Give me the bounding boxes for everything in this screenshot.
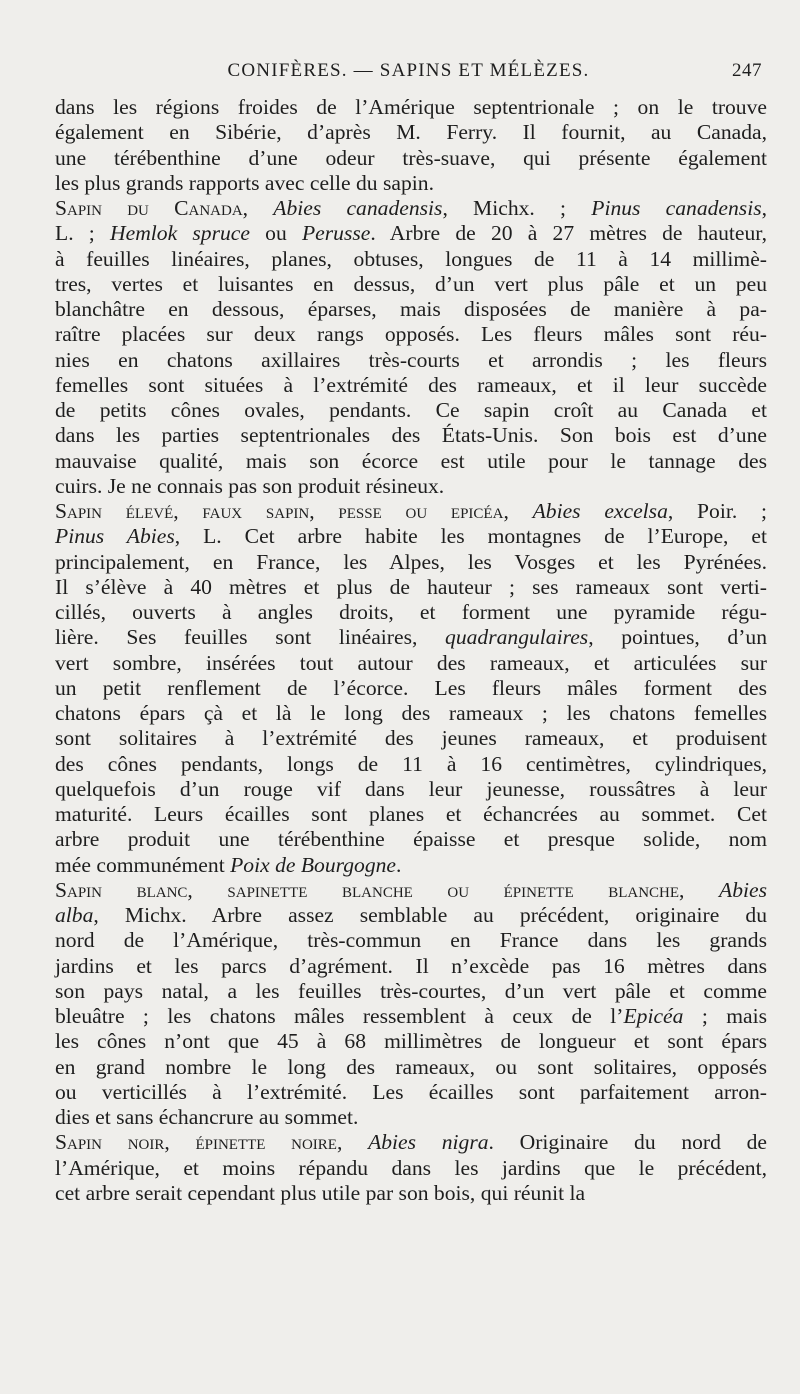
italic-text: Abies excelsa (532, 499, 668, 523)
text-run: ou (249, 221, 302, 246)
text-run: cillés, ouverts à angles droits, et forment une pyramide régu- (55, 600, 767, 624)
text-run: Il s’élève à 40 mètres et plus de hauteur ; ses rameaux sont verti- (55, 574, 767, 599)
text-run: chatons épars çà et là le long des rameaux ; les chatons femelles (55, 701, 767, 725)
text-line (55, 802, 767, 827)
text-line (55, 853, 767, 878)
text-line (55, 1105, 767, 1130)
text-run: des cônes pendants, longs de 11 à 16 centimètres, cylindriques, (55, 751, 767, 776)
text-line (55, 499, 767, 524)
text-run: , (503, 499, 533, 523)
text-run: lière. Ses feuilles sont linéaires, (55, 625, 446, 650)
text-run: les cônes n’ont que 45 à 68 millimètres de longueur et sont épars (55, 1029, 767, 1054)
text-run: mauvaise qualité, mais son écorce est utile pour le tannage des (55, 448, 767, 473)
text-line (55, 928, 767, 953)
italic-text: Hemlok spruce (110, 221, 250, 246)
text-run: L. ; (55, 221, 111, 246)
text-run: , Michx. Arbre assez semblable au précédent, originaire du (93, 903, 767, 927)
text-line (55, 373, 767, 398)
text-line (55, 221, 767, 246)
text-run: femelles sont situées à l’extrémité des rameaux, et il leur succède (55, 372, 767, 397)
text-line (55, 878, 767, 903)
italic-text: Pinus canadensis (591, 196, 762, 220)
text-line (55, 1156, 767, 1181)
italic-text: Perusse (301, 221, 371, 246)
text-line (55, 247, 767, 272)
text-run: nord de l’Amérique, très-commun en France dans les grands (55, 928, 767, 953)
text-run: mée communément (55, 852, 231, 877)
text-run: , (761, 196, 768, 220)
text-line (55, 651, 767, 676)
text-run: également en Sibérie, d’après M. Ferry. Il fournit, au Canada, (55, 120, 767, 145)
text-run: , pointues, d’un (588, 625, 768, 650)
small-caps-heading: Sapin noir, épinette noire (55, 1130, 337, 1155)
text-run: les plus grands rapports avec celle du sapin. (55, 170, 434, 195)
text-line (55, 676, 767, 701)
page-header (55, 60, 762, 88)
italic-text: Poix de Bourgogne (230, 852, 397, 877)
text-run: . Originaire du nord de (488, 1130, 767, 1155)
text-line (55, 1055, 767, 1080)
text-line (55, 524, 767, 549)
text-run: l’Amérique, et moins répandu dans les jardins que le précédent, (55, 1155, 767, 1180)
text-line (55, 449, 767, 474)
text-run: tres, vertes et luisantes en dessus, d’un vert plus pâle et un peu (55, 271, 767, 296)
text-run: cet arbre serait cependant plus utile par son bois, qui réunit la (55, 1180, 586, 1205)
text-line (55, 423, 767, 448)
text-run: , (679, 877, 720, 902)
text-line (55, 903, 767, 928)
text-run: quelquefois d’un rouge vif dans leur jeunesse, roussâtres à leur (55, 776, 767, 801)
text-run: raître placées sur deux rangs opposés. Les fleurs mâles sont réu- (55, 322, 767, 347)
small-caps-heading: Sapin blanc, sapinette blanche ou épinette blanche (55, 877, 680, 902)
text-run: son pays natal, a les feuilles très-courtes, d’un vert pâle et comme (55, 978, 767, 1003)
text-run: vert sombre, insérées tout autour des rameaux, et articulées sur (55, 650, 767, 675)
text-run: dans les parties septentrionales des États-Unis. Son bois est d’une (55, 423, 767, 448)
italic-text: Abies nigra (368, 1130, 489, 1155)
italic-text: quadrangulaires (445, 625, 589, 650)
text-line (55, 701, 767, 726)
text-line (55, 600, 767, 625)
text-run: , L. Cet arbre habite les montagnes de l’Europe, et (174, 524, 768, 549)
text-line (55, 726, 767, 751)
text-line (55, 1130, 767, 1155)
text-line (55, 171, 767, 196)
text-line (55, 575, 767, 600)
text-line (55, 752, 767, 777)
text-line (55, 1004, 767, 1029)
text-run: , Poir. ; (667, 499, 767, 523)
italic-text: Pinus Abies (55, 524, 175, 549)
text-line (55, 297, 767, 322)
text-run: , (242, 196, 274, 220)
text-run: une térébenthine d’une odeur très-suave, qui présente également (55, 145, 767, 170)
italic-text: alba (55, 903, 94, 927)
small-caps-heading: Sapin élevé, faux sapin, pesse ou epicéa (55, 499, 504, 523)
text-run: arbre produit une térébenthine épaisse et presque solide, nom (55, 827, 767, 852)
text-line (55, 1181, 767, 1206)
text-line (55, 1080, 767, 1105)
small-caps-heading: Sapin du Canada (55, 196, 243, 220)
text-line (55, 777, 767, 802)
text-run: blanchâtre en dessous, éparses, mais disposées de manière à pa- (55, 297, 767, 321)
running-title: CONIFÈRES. — SAPINS ET MÉLÈZES. (227, 60, 590, 81)
text-line (55, 827, 767, 852)
text-run: ou verticillés à l’extrémité. Les écailles sont parfaitement arron- (55, 1079, 767, 1104)
text-run: maturité. Leurs écailles sont planes et échancrées au sommet. Cet (55, 802, 767, 826)
text-run: dans les régions froides de l’Amérique septentrionale ; on le trouve (55, 95, 767, 119)
text-run: à feuilles linéaires, planes, obtuses, longues de 11 à 14 millimè- (55, 246, 767, 271)
text-run: cuirs. Je ne connais pas son produit résineux. (55, 473, 445, 498)
text-line (55, 95, 767, 120)
text-run: , Michx. ; (442, 196, 592, 220)
text-line (55, 954, 767, 979)
text-line (55, 272, 767, 297)
text-line (55, 550, 767, 575)
text-run: en grand nombre le long des rameaux, ou sont solitaires, opposés (55, 1054, 767, 1079)
text-line (55, 196, 767, 221)
text-run: jardins et les parcs d’agrément. Il n’excède pas 16 mètres dans (55, 953, 767, 978)
text-run: sont solitaires à l’extrémité des jeunes rameaux, et produisent (55, 726, 767, 751)
text-line (55, 348, 767, 373)
text-line (55, 1029, 767, 1054)
text-run: ; mais (683, 1004, 767, 1028)
text-line (55, 322, 767, 347)
italic-text: Epicéa (623, 1004, 684, 1028)
text-line (55, 120, 767, 145)
text-run: . (396, 852, 402, 877)
text-run: de petits cônes ovales, pendants. Ce sapin croît au Canada et (55, 398, 767, 422)
text-line (55, 398, 767, 423)
text-run: dies et sans échancrure au sommet. (55, 1105, 359, 1129)
italic-text: Abies (719, 877, 767, 902)
body-text (55, 95, 767, 1206)
text-line (55, 625, 767, 650)
italic-text: Abies canadensis (273, 196, 443, 220)
text-run: nies en chatons axillaires très-courts et arrondis ; les fleurs (55, 347, 767, 372)
text-line (55, 979, 767, 1004)
text-run: bleuâtre ; les chatons mâles ressemblent à ceux de l’ (55, 1004, 624, 1028)
text-run: . Arbre de 20 à 27 mètres de hauteur, (370, 221, 767, 246)
text-line (55, 146, 767, 171)
text-run: un petit renflement de l’écorce. Les fleurs mâles forment des (55, 675, 767, 700)
text-run: , (336, 1130, 369, 1155)
text-run: principalement, en France, les Alpes, les Vosges et les Pyrénées. (55, 549, 767, 574)
page-number: 247 (732, 60, 762, 81)
text-line (55, 474, 767, 499)
